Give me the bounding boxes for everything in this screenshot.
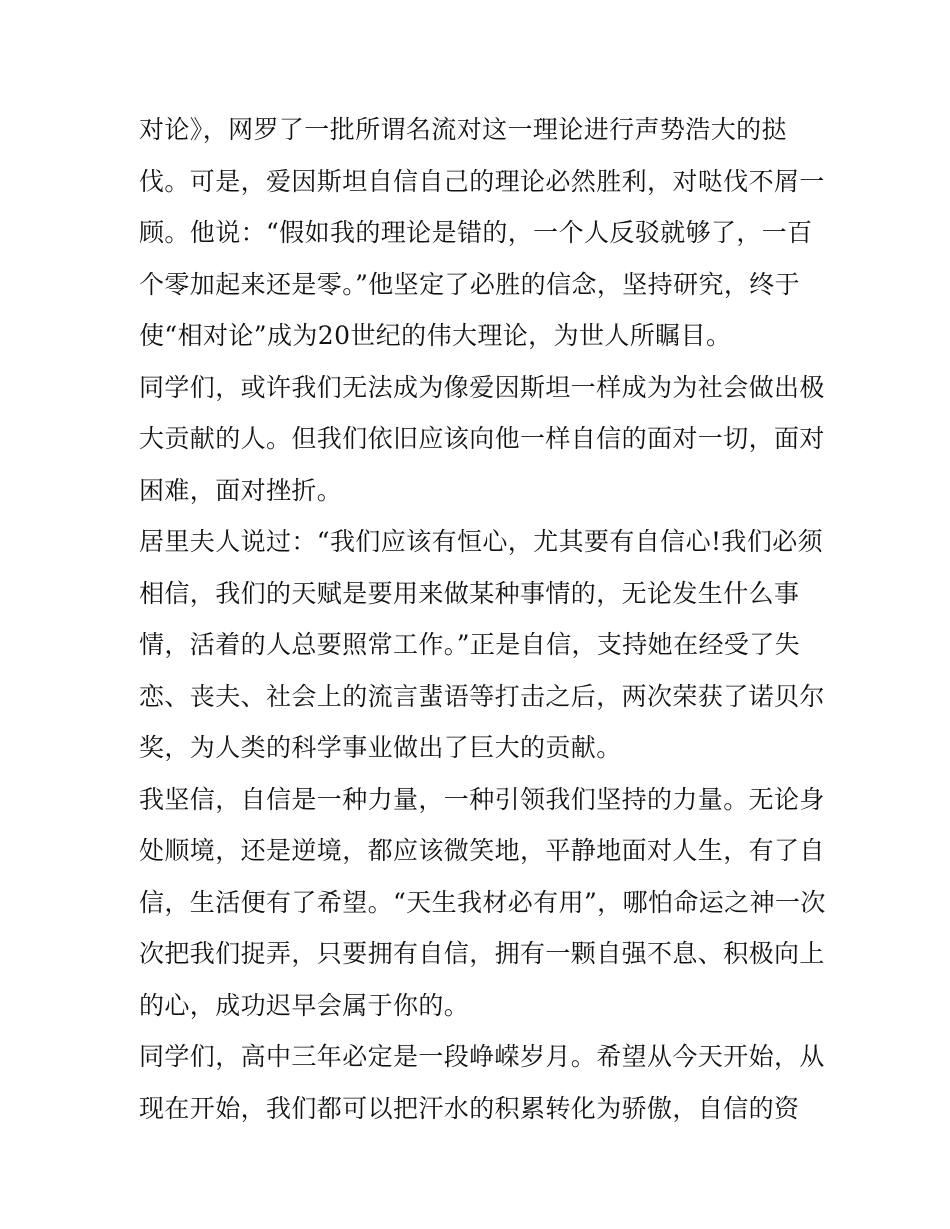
text-line: 奖，为人类的科学事业做出了巨大的贡献。 <box>139 733 622 762</box>
text-line: 大贡献的人。但我们依旧应该向他一样自信的面对一切，面对 <box>139 424 825 453</box>
text-line: 个零加起来还是零。”他坚定了必胜的信念，坚持研究，终于 <box>139 269 801 299</box>
text-line: 情，活着的人总要照常工作。”正是自信，支持她在经受了失 <box>139 630 801 659</box>
text-line: 伐。可是，爱因斯坦自信自己的理论必然胜利，对哒伐不屑一 <box>139 166 825 196</box>
text-line: 顾。他说：“假如我的理论是错的，一个人反驳就够了，一百 <box>139 218 813 247</box>
text-line: 同学们，高中三年必定是一段峥嵘岁月。希望从今天开始，从 <box>139 1042 825 1071</box>
text-line: 居里夫人说过：“我们应该有恒心，尤其要有自信心!我们必须 <box>139 527 824 556</box>
text-line: 使“相对论”成为20世纪的伟大理论，为世人所瞩目。 <box>139 321 732 350</box>
text-line: 同学们，或许我们无法成为像爱因斯坦一样成为为社会做出极 <box>139 372 825 402</box>
text-line: 对论》，网罗了一批所谓名流对这一理论进行声势浩大的挞 <box>139 115 787 144</box>
text-line: 次把我们捉弄，只要拥有自信，拥有一颗自强不息、积极向上 <box>139 939 825 968</box>
text-line: 恋、丧夫、社会上的流言蜚语等打击之后，两次荣获了诺贝尔 <box>139 681 825 711</box>
text-line: 相信，我们的天赋是要用来做某种事情的，无论发生什么事 <box>139 578 800 608</box>
text-line: 信，生活便有了希望。“天生我材必有用”，哪怕命运之神一次 <box>139 887 826 917</box>
text-line: 我坚信，自信是一种力量，一种引领我们坚持的力量。无论身 <box>139 784 825 814</box>
text-line: 的心，成功迟早会属于你的。 <box>139 990 470 1020</box>
body-text <box>139 104 826 1134</box>
text-line: 处顺境，还是逆境，都应该微笑地，平静地面对人生，有了自 <box>139 836 825 865</box>
text-line: 困难，面对挫折。 <box>139 475 343 505</box>
text-line: 现在开始，我们都可以把汗水的积累转化为骄傲，自信的资 <box>139 1093 800 1123</box>
